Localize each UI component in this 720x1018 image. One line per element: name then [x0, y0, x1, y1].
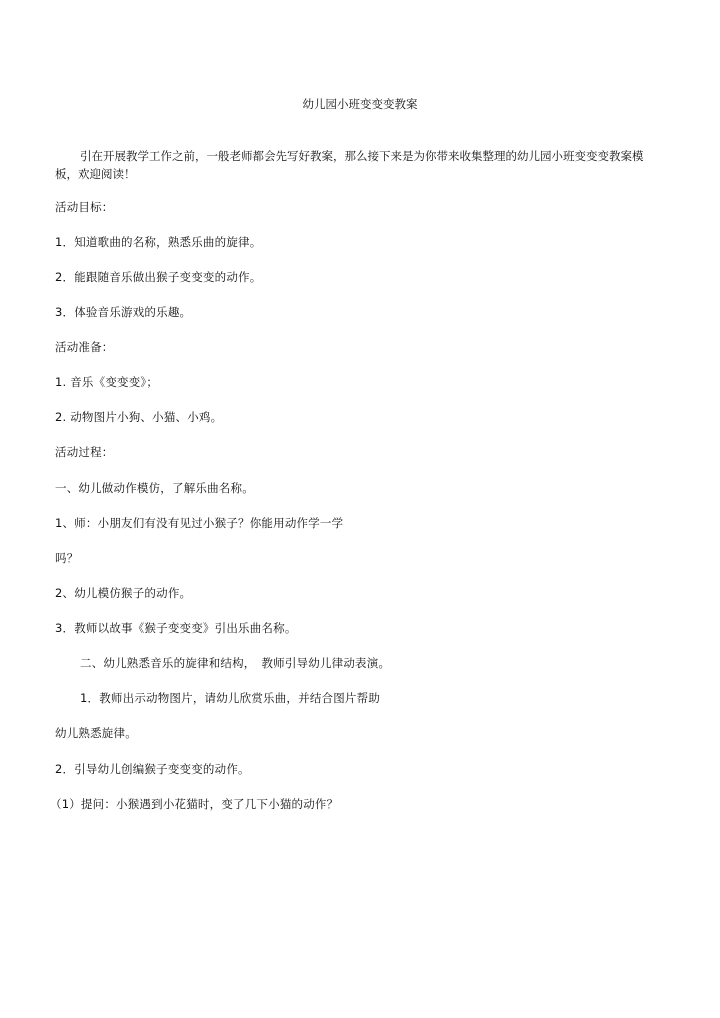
process-step: 2．引导幼儿创编猴子变变变的动作。	[55, 762, 250, 776]
process-step-continuation: 幼儿熟悉旋律。	[55, 726, 137, 740]
process-step: 二、幼儿熟悉音乐的旋律和结构， 教师引导幼儿律动表演。	[80, 656, 391, 670]
section-heading-goals: 活动目标：	[55, 200, 114, 214]
intro-paragraph: 引在开展教学工作之前，一般老师都会先写好教案，那么接下来是为你带来收集整理的幼儿园小班变变变教案模板，欢迎阅读！	[55, 149, 644, 181]
section-heading-process: 活动过程：	[55, 445, 114, 459]
section-heading-preparation: 活动准备：	[55, 340, 114, 354]
process-step: （1）提问：小猴遇到小花猫时，变了几下小猫的动作？	[50, 797, 339, 811]
process-step: 1、师：小朋友们有没有见过小猴子？你能用动作学一学	[55, 516, 344, 530]
document-title: 幼儿园小班变变变教案	[302, 97, 418, 111]
preparation-item: 2. 动物图片小狗、小猫、小鸡。	[55, 410, 223, 424]
process-step: 3．教师以故事《猴子变变变》引出乐曲名称。	[55, 621, 297, 635]
process-step: 一、幼儿做动作模仿，了解乐曲名称。	[55, 481, 254, 495]
process-step: 2、幼儿模仿猴子的动作。	[55, 586, 192, 600]
goal-item: 3．体验音乐游戏的乐趣。	[55, 305, 192, 319]
process-step-continuation: 吗？	[55, 551, 79, 565]
goal-item: 1．知道歌曲的名称，熟悉乐曲的旋律。	[55, 235, 262, 249]
preparation-item: 1. 音乐《变变变》；	[55, 375, 159, 389]
process-step: 1．教师出示动物图片，请幼儿欣赏乐曲，并结合图片帮助	[80, 691, 381, 705]
goal-item: 2．能跟随音乐做出猴子变变变的动作。	[55, 270, 262, 284]
